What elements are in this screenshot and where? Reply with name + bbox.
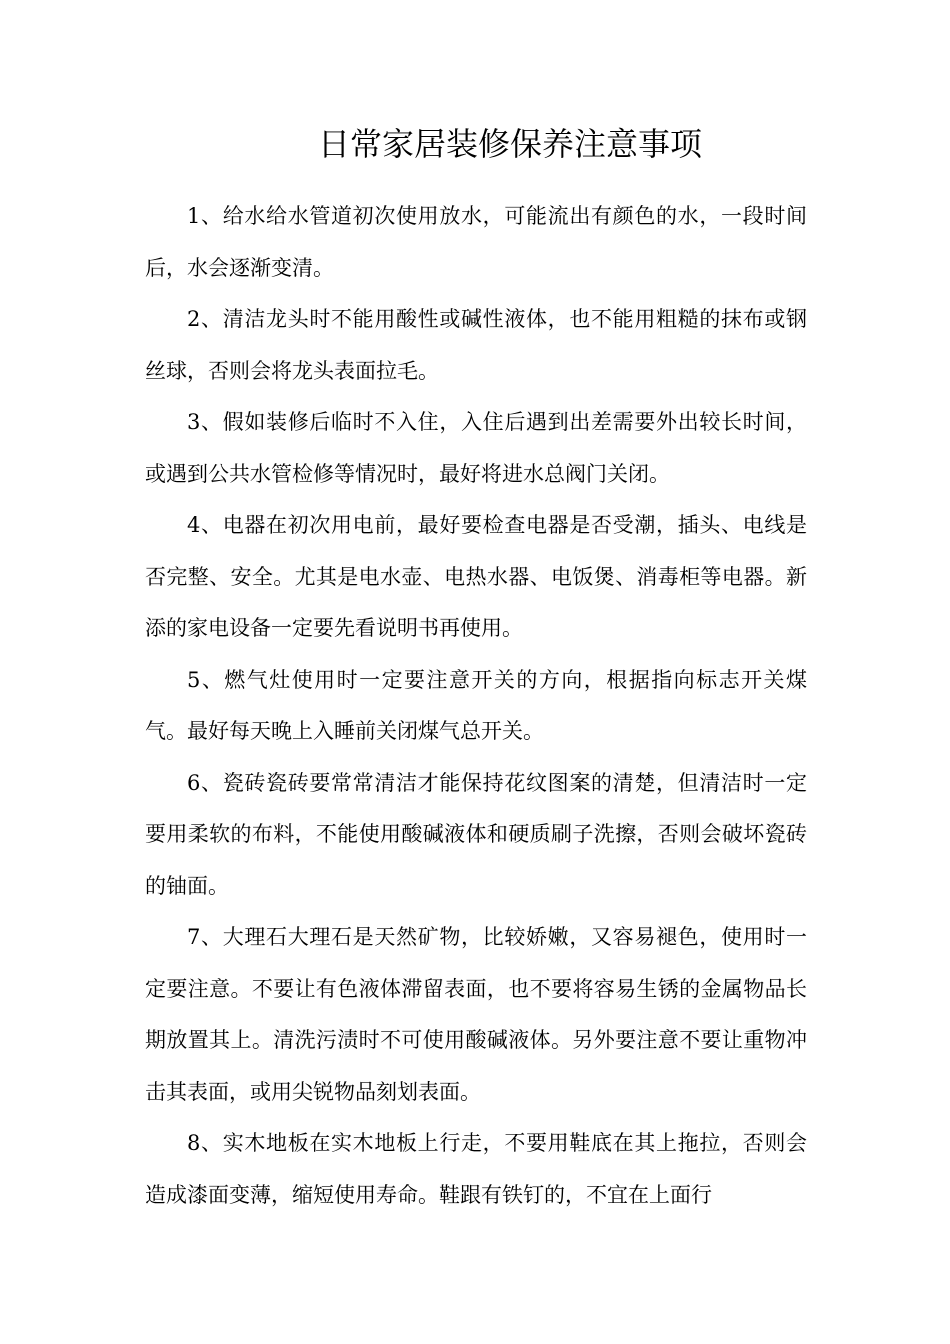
document-title: 日常家居装修保养注意事项 xyxy=(317,125,702,163)
paragraph-6: 6、瓷砖瓷砖要常常清洁才能保持花纹图案的清楚，但清洁时一定要用柔软的布料，不能使用酸碱液体和硬质刷子洗擦，否则会破坏瓷砖的铀面。 xyxy=(145,770,807,898)
paragraph-2: 2、清洁龙头时不能用酸性或碱性液体，也不能用粗糙的抹布或钢丝球，否则会将龙头表面拉毛。 xyxy=(145,307,807,383)
paragraph-5: 5、燃气灶使用时一定要注意开关的方向，根据指向标志开关煤气。最好每天晚上入睡前关闭煤气总开关。 xyxy=(145,667,807,743)
paragraph-4: 4、电器在初次用电前，最好要检查电器是否受潮，插头、电线是否完整、安全。尤其是电水壶、电热水器、电饭煲、消毒柜等电器。新添的家电设备一定要先看说明书再使用。 xyxy=(145,513,807,640)
paragraph-1: 1、给水给水管道初次使用放水，可能流出有颜色的水，一段时间后，水会逐渐变清。 xyxy=(145,204,807,280)
paragraph-7: 7、大理石大理石是天然矿物，比较娇嫩，又容易褪色，使用时一定要注意。不要让有色液体滞留表面，也不要将容易生锈的金属物品长期放置其上。清洗污渍时不可使用酸碱液体。另外要注意不要让重物冲击其表面，或用尖锐物品刻划表面。 xyxy=(145,925,807,1104)
document-body xyxy=(145,191,807,1221)
paragraph-8: 8、实木地板在实木地板上行走，不要用鞋底在其上拖拉，否则会造成漆面变薄，缩短使用寿命。鞋跟有铁钉的，不宜在上面行 xyxy=(145,1131,807,1207)
paragraph-3: 3、假如装修后临时不入住，入住后遇到出差需要外出较长时间，或遇到公共水管检修等情况时，最好将进水总阀门关闭。 xyxy=(145,410,807,486)
